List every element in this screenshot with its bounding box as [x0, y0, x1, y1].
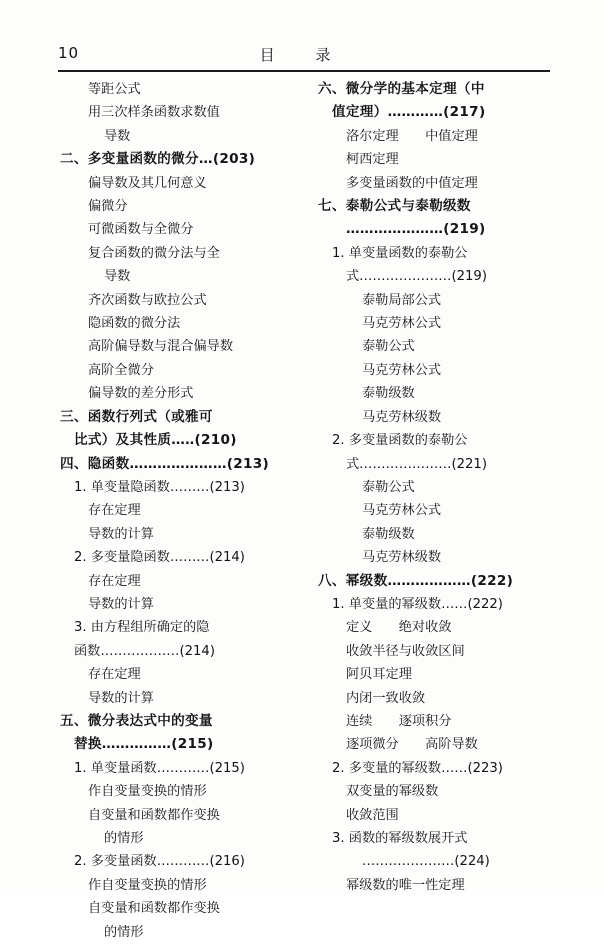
toc-entry[interactable]: 自变量和函数都作变换 — [88, 807, 220, 823]
toc-column-right — [318, 78, 550, 897]
toc-entry[interactable]: 偏导数及其几何意义 — [88, 175, 207, 191]
toc-entry[interactable]: 3. 由方程组所确定的隐 — [74, 620, 210, 636]
toc-entry[interactable]: 四、隐函数…………………(213) — [60, 455, 270, 472]
toc-column-left — [60, 78, 292, 944]
toc-entry[interactable]: 比式）及其性质…‥(210) — [74, 432, 237, 449]
toc-entry[interactable]: 导数的计算 — [88, 526, 154, 542]
toc-entry[interactable]: 存在定理 — [88, 573, 141, 589]
toc-entry[interactable]: 齐次函数与欧拉公式 — [88, 292, 207, 308]
toc-entry[interactable]: 内闭一致收敛 — [346, 690, 426, 706]
toc-entry[interactable]: 泰勒级数 — [362, 526, 415, 542]
toc-entry[interactable]: 隐函数的微分法 — [88, 316, 181, 332]
toc-entry[interactable]: 八、幂级数………………(222) — [318, 572, 514, 589]
toc-entry[interactable]: 五、微分表达式中的变量 — [60, 712, 213, 729]
toc-entry[interactable]: 导数 — [104, 269, 131, 285]
toc-entry[interactable]: 作自变量变换的情形 — [88, 877, 207, 893]
toc-entry[interactable]: …………………(224) — [362, 854, 490, 870]
toc-entry[interactable]: 式…………………(219) — [346, 269, 487, 285]
toc-entry[interactable]: 六、微分学的基本定理（中 — [318, 81, 485, 97]
toc-entry[interactable]: 高阶偏导数与混合偏导数 — [88, 339, 234, 355]
toc-entry[interactable]: 复合函数的微分法与全 — [88, 245, 220, 261]
toc-entry[interactable]: 导数 — [104, 128, 131, 144]
toc-entry[interactable]: 二、多变量函数的微分…(203) — [60, 151, 256, 168]
toc-entry[interactable]: 2. 多变量函数…………(216) — [74, 854, 245, 870]
toc-entry[interactable]: 自变量和函数都作变换 — [88, 901, 220, 917]
toc-entry[interactable]: 存在定理 — [88, 667, 141, 683]
toc-entry[interactable]: 2. 多变量隐函数………(214) — [74, 550, 245, 566]
toc-entry[interactable]: 导数的计算 — [88, 596, 154, 612]
toc-entry[interactable]: 收敛范围 — [346, 807, 399, 823]
toc-entry[interactable]: 的情形 — [104, 831, 144, 846]
toc-entry[interactable]: 可微函数与全微分 — [88, 222, 194, 238]
toc-entry[interactable]: 洛尔定理 中值定理 — [346, 128, 478, 144]
toc-entry[interactable]: 的情形 — [104, 924, 144, 940]
toc-entry[interactable]: 马克劳林公式 — [362, 503, 442, 519]
toc-entry[interactable]: 2. 多变量的幂级数……(223) — [332, 760, 503, 776]
toc-entry[interactable]: 三、函数行列式（或雅可 — [60, 408, 213, 425]
toc-entry[interactable]: 泰勒公式 — [362, 479, 415, 495]
toc-entry[interactable]: 阿贝耳定理 — [346, 667, 412, 683]
toc-entry[interactable]: 1. 单变量函数…………(215) — [74, 760, 245, 776]
toc-entry[interactable]: …………………(219) — [346, 221, 486, 238]
toc-entry[interactable]: 值定理）…………(217) — [332, 104, 486, 121]
toc-entry[interactable]: 式…………………(221) — [346, 456, 487, 472]
toc-entry[interactable]: 作自变量变换的情形 — [88, 784, 207, 800]
toc-entry[interactable]: 双变量的幂级数 — [346, 784, 439, 800]
toc-entry[interactable]: 泰勒级数 — [362, 386, 415, 402]
toc-entry[interactable]: 导数的计算 — [88, 690, 154, 706]
header-title: 目 录 — [259, 46, 349, 64]
toc-entry[interactable]: 连续 逐项积分 — [346, 713, 452, 729]
toc-entry[interactable]: 泰勒局部公式 — [362, 292, 442, 308]
toc-entry[interactable]: 函数………………(214) — [74, 643, 215, 659]
header-rule — [58, 70, 550, 72]
toc-entry[interactable]: 3. 函数的幂级数展开式 — [332, 831, 468, 846]
toc-entry[interactable]: 等距公式 — [88, 82, 141, 97]
toc-entry[interactable]: 偏导数的差分形式 — [88, 386, 194, 402]
toc-entry[interactable]: 偏微分 — [88, 199, 128, 215]
toc-entry[interactable]: 幂级数的唯一性定理 — [346, 877, 465, 893]
toc-entry[interactable]: 用三次样条函数求数值 — [88, 105, 220, 121]
toc-entry[interactable]: 柯西定理 — [346, 152, 399, 168]
toc-entry[interactable]: 泰勒公式 — [362, 339, 415, 355]
toc-entry[interactable]: 收敛半径与收敛区间 — [346, 643, 465, 659]
toc-entry[interactable]: 马克劳林级数 — [362, 409, 442, 425]
toc-entry[interactable]: 2. 多变量函数的泰勒公 — [332, 433, 468, 449]
toc-entry[interactable]: 1. 单变量隐函数………(213) — [74, 479, 245, 495]
toc-entry[interactable]: 马克劳林公式 — [362, 316, 442, 332]
toc-entry[interactable]: 七、泰勒公式与泰勒级数 — [318, 198, 471, 215]
toc-entry[interactable]: 马克劳林级数 — [362, 550, 442, 566]
toc-entry[interactable]: 1. 单变量函数的泰勒公 — [332, 245, 468, 261]
toc-entry[interactable]: 马克劳林公式 — [362, 362, 442, 378]
toc-entry[interactable]: 存在定理 — [88, 503, 141, 519]
toc-entry[interactable]: 定义 绝对收敛 — [346, 620, 452, 636]
toc-entry[interactable]: 高阶全微分 — [88, 362, 154, 378]
page-number: 10 — [58, 44, 80, 62]
toc-entry[interactable]: 替换……………(215) — [74, 736, 214, 753]
toc-entry[interactable]: 1. 单变量的幂级数……(222) — [332, 596, 503, 612]
toc-entry[interactable]: 逐项微分 高阶导数 — [346, 737, 478, 753]
toc-entry[interactable]: 多变量函数的中值定理 — [346, 175, 478, 191]
page-header — [58, 44, 550, 66]
